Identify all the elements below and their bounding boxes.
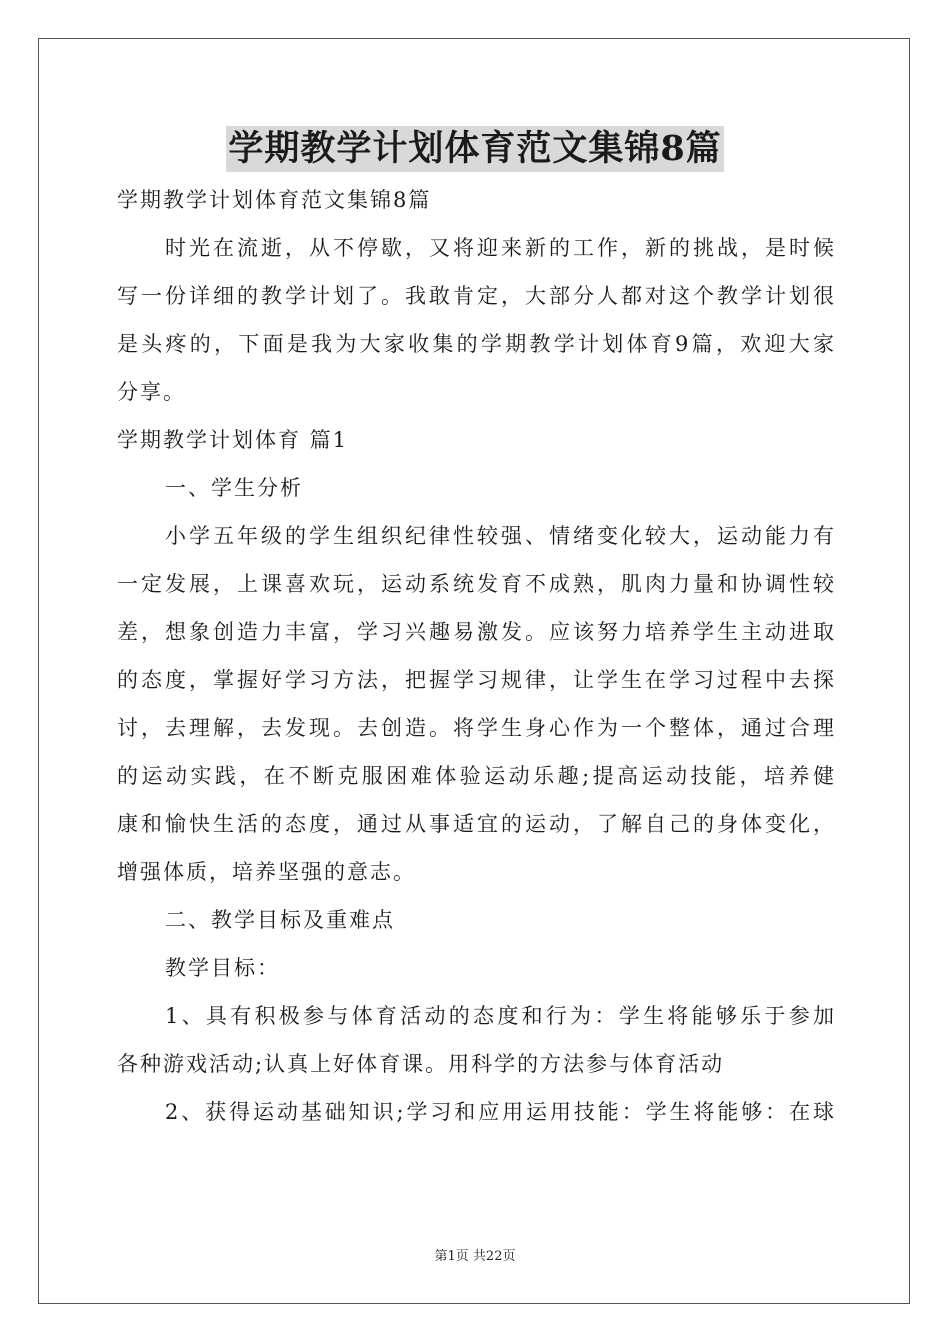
section-heading: 学期教学计划体育 篇1 <box>117 428 349 452</box>
paragraph-line: 的态度，掌握好学习方法，把握学习规律，让学生在学习过程中去探 <box>117 668 834 692</box>
paragraph-line: 是头疼的，下面是我为大家收集的学期教学计划体育9篇，欢迎大家 <box>117 332 834 356</box>
paragraph-line: 差，想象创造力丰富，学习兴趣易激发。应该努力培养学生主动进取 <box>117 620 834 644</box>
paragraph-line: 教学目标： <box>165 956 280 980</box>
paragraph-line: 2、获得运动基础知识;学习和应用运用技能：学生将能够：在球 <box>165 1100 834 1124</box>
paragraph-line: 分享。 <box>117 380 186 404</box>
paragraph-line: 讨，去理解，去发现。去创造。将学生身心作为一个整体，通过合理 <box>117 716 834 740</box>
document-body <box>117 176 834 1136</box>
paragraph-line: 1、具有积极参与体育活动的态度和行为：学生将能够乐于参加 <box>165 1004 834 1028</box>
paragraph-line: 一定发展，上课喜欢玩，运动系统发育不成熟，肌肉力量和协调性较 <box>117 572 834 596</box>
paragraph-line: 的运动实践，在不断克服困难体验运动乐趣;提高运动技能，培养健 <box>117 764 834 788</box>
paragraph-line: 增强体质，培养坚强的意志。 <box>117 860 416 884</box>
document-title: 学期教学计划体育范文集锦8篇 <box>226 126 723 172</box>
paragraph-line: 写一份详细的教学计划了。我敢肯定，大部分人都对这个教学计划很 <box>117 284 834 308</box>
paragraph-line: 康和愉快生活的态度，通过从事适宜的运动，了解自己的身体变化， <box>117 812 834 836</box>
title-container <box>0 126 950 172</box>
paragraph-line: 各种游戏活动;认真上好体育课。用科学的方法参与体育活动 <box>117 1052 725 1076</box>
paragraph-line: 时光在流逝，从不停歇，又将迎来新的工作，新的挑战，是时候 <box>165 236 834 260</box>
paragraph-line: 小学五年级的学生组织纪律性较强、情绪变化较大，运动能力有 <box>165 524 834 548</box>
page-footer: 第1页 共22页 <box>434 1249 516 1264</box>
subsection-heading: 一、学生分析 <box>165 476 303 500</box>
subsection-heading: 二、教学目标及重难点 <box>165 908 395 932</box>
subtitle-line: 学期教学计划体育范文集锦8篇 <box>117 188 432 212</box>
